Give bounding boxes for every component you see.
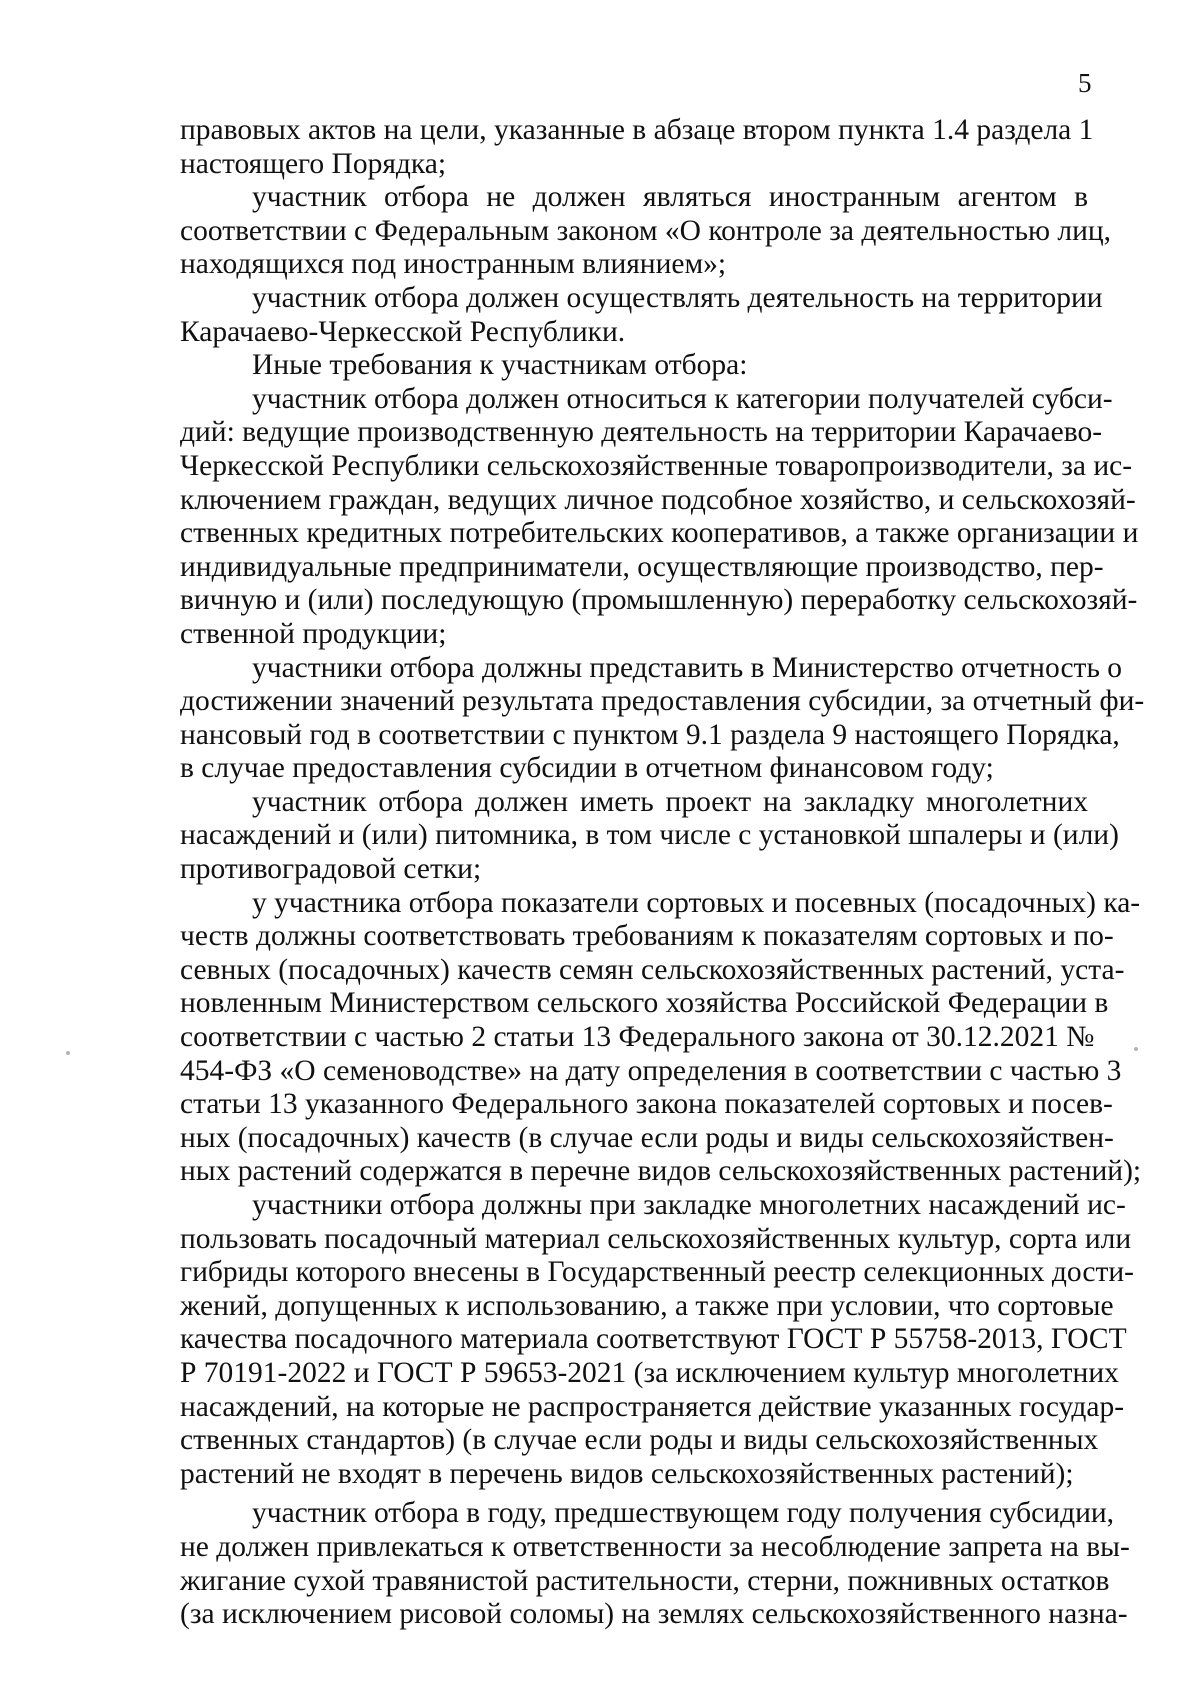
text-line: (за исключением рисовой соломы) на землях сельскохозяйственного назна- — [180, 1598, 1128, 1631]
text-line: находящихся под иностранным влиянием»; — [180, 248, 727, 281]
text-line: вичную и (или) последующую (промышленную) переработку сельскохозяй- — [180, 584, 1138, 617]
text-line: участник отбора в году, предшествующем году получения субсидии, — [252, 1497, 1115, 1530]
text-line: индивидуальные предприниматели, осуществляющие производство, пер- — [180, 550, 1104, 583]
text-line: насаждений, на которые не распространяется действие указанных государ- — [180, 1390, 1125, 1423]
text-line: правовых актов на цели, указанные в абзаце втором пункта 1.4 раздела 1 — [180, 114, 1094, 146]
text-line: статьи 13 указанного Федерального закона показателей сортовых и посев- — [180, 1088, 1113, 1121]
text-line: Р 70191-2022 и ГОСТ Р 59653-2021 (за исключением культур многолетних — [180, 1356, 1119, 1389]
text-line: насаждений и (или) питомника, в том числе с установкой шпалеры и (или) — [180, 819, 1119, 852]
text-line: 454-ФЗ «О семеноводстве» на дату определения в соответствии с частью 3 — [180, 1054, 1122, 1087]
text-line: ственных стандартов) (в случае если роды и виды сельскохозяйственных — [180, 1424, 1099, 1457]
text-line: у участника отбора показатели сортовых и посевных (посадочных) ка- — [252, 886, 1141, 919]
text-line: в случае предоставления субсидии в отчетном финансовом году; — [180, 752, 994, 785]
text-line: противоградовой сетки; — [180, 853, 482, 886]
text-line: участники отбора должны при закладке многолетних насаждений ис- — [252, 1189, 1126, 1221]
text-line: участник отбора должен иметь проект на закладку многолетних — [252, 785, 1088, 818]
text-line: качества посадочного материала соответствуют ГОСТ Р 55758-2013, ГОСТ — [180, 1323, 1127, 1356]
text-line: достижении значений результата предоставления субсидии, за отчетный фи- — [180, 685, 1145, 718]
text-line: соответствии с частью 2 статьи 13 Федерального закона от 30.12.2021 № — [180, 1021, 1095, 1054]
text-line: дий: ведущие производственную деятельность на территории Карачаево- — [180, 416, 1103, 449]
text-line: ключением граждан, ведущих личное подсобное хозяйство, и сельскохозяй- — [180, 483, 1136, 516]
text-line: ных (посадочных) качеств (в случае если роды и виды сельскохозяйствен- — [180, 1121, 1114, 1154]
scan-speck-left — [66, 1051, 70, 1055]
text-line: севных (посадочных) качеств семян сельскохозяйственных растений, уста- — [180, 953, 1125, 986]
text-line: ственной продукции; — [180, 617, 447, 650]
text-line: Иные требования к участникам отбора: — [252, 349, 748, 382]
text-line: соответствии с Федеральным законом «О контроле за деятельностью лиц, — [180, 214, 1112, 247]
text-line: участник отбора должен осуществлять деятельность на территории — [252, 281, 1103, 314]
document-body — [180, 114, 1145, 1632]
text-line: участник отбора должен относиться к категории получателей субси- — [252, 382, 1113, 415]
text-line: участник отбора не должен являться иностранным агентом в — [252, 181, 1088, 214]
scan-speck-right — [1134, 1047, 1138, 1051]
text-line: пользовать посадочный материал сельскохозяйственных культур, сорта или — [180, 1222, 1132, 1255]
text-line: честв должны соответствовать требованиям к показателям сортовых и по- — [180, 920, 1114, 953]
text-line: Карачаево-Черкесской Республики. — [180, 315, 626, 348]
text-line: жений, допущенных к использованию, а также при условии, что сортовые — [180, 1289, 1114, 1322]
text-line: новленным Министерством сельского хозяйства Российской Федерации в — [180, 987, 1109, 1020]
text-line: растений не входят в перечень видов сельскохозяйственных растений); — [180, 1457, 1074, 1490]
text-line: ных растений содержатся в перечне видов сельскохозяйственных растений); — [180, 1155, 1142, 1188]
page-number: 5 — [1078, 68, 1092, 98]
text-line: не должен привлекаться к ответственности за несоблюдение запрета на вы- — [180, 1530, 1130, 1563]
text-line: участники отбора должны представить в Министерство отчетность о — [252, 651, 1123, 684]
text-line: ственных кредитных потребительских кооперативов, а также организации и — [180, 517, 1139, 550]
text-line: жигание сухой травянистой растительности, стерни, пожнивных остатков — [180, 1564, 1110, 1597]
text-line: Черкесской Республики сельскохозяйственные товаропроизводители, за ис- — [180, 449, 1133, 482]
text-line: гибриды которого внесены в Государственный реестр селекционных дости- — [180, 1256, 1135, 1289]
text-line: нансовый год в соответствии с пунктом 9.1 раздела 9 настоящего Порядка, — [180, 718, 1120, 751]
text-line: настоящего Порядка; — [180, 147, 447, 180]
